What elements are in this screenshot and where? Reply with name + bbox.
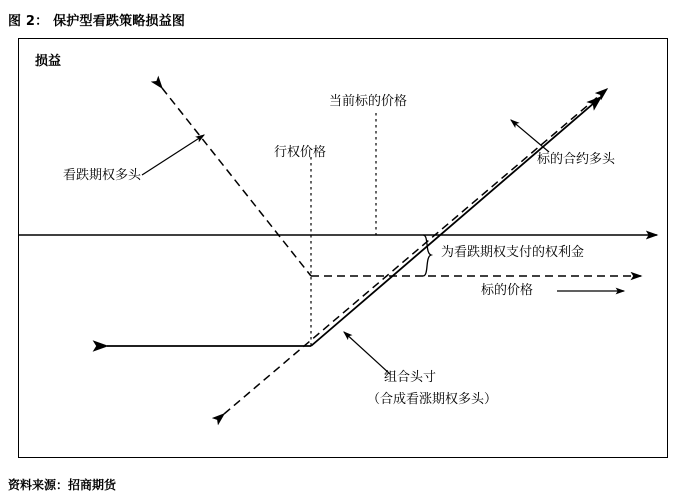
y-axis-label: 损益 <box>35 54 62 69</box>
strike-price-label: 行权价格 <box>274 145 327 160</box>
chart-frame <box>18 38 668 458</box>
x-axis-label: 标的价格 <box>481 283 534 298</box>
long-underlying-leader <box>511 120 549 152</box>
combined-position-label-line1: 组合头寸 <box>384 370 437 385</box>
premium-label: 为看跌期权支付的权利金 <box>441 245 585 260</box>
premium-brace <box>423 235 431 276</box>
combined-position-leader <box>344 332 390 374</box>
long-put-label: 看跌期权多头 <box>63 168 142 183</box>
current-price-label: 当前标的价格 <box>329 94 408 109</box>
combined-position-line <box>107 97 601 346</box>
combined-position-label-line2: （合成看涨期权多头） <box>367 392 498 407</box>
long-underlying-label: 标的合约多头 <box>537 152 616 167</box>
figure-title: 图 2： 保护型看跌策略损益图 <box>8 14 186 29</box>
figure-source: 资料来源：招商期货 <box>8 478 117 492</box>
long-put-leader <box>142 135 204 175</box>
